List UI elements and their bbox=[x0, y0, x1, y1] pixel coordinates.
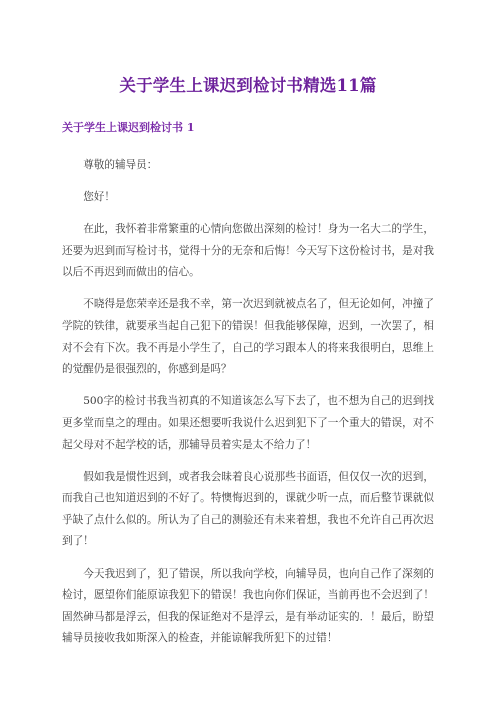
body-paragraph-1: 在此，我怀着非常繁重的心情向您做出深刻的检讨！身为一名大二的学生，还要为迟到而写检讨书，觉得十分的无奈和后悔！今天写下这份检讨书，是对我以后不再迟到而做出的信心。 bbox=[62, 223, 434, 279]
salutation-line: 您好！ bbox=[83, 191, 115, 204]
body-paragraph-5: 今天我迟到了，犯了错误，所以我向学校，向辅导员，也向自己作了深刻的检讨，愿望你们能原谅我犯下的错误！我也向你们保证，当前再也不会迟到了！固然砷马都是浮云，但我的保证绝对不是浮云，是有举动证实的．！最后，盼望辅导员接收我如斯深入的检查，并能谅解我所犯下的过错！ bbox=[62, 567, 434, 645]
body-paragraph-2: 不晓得是您荣幸还是我不幸，第一次迟到就被点名了，但无论如何，冲撞了学院的铁律，就要承当起自己犯下的错误！但我能够保障，迟到，一次罢了，相对不会有下次。我不再是小学生了，自己的学习跟本人的将来我很明白，思维上的觉醒仍是很强烈的，你感到是吗？ bbox=[62, 298, 434, 376]
document-title: 关于学生上课迟到检讨书精选11篇 bbox=[119, 76, 377, 95]
body-paragraph-4: 假如我是惯性迟到，或者我会昧着良心说那些书面语，但仅仅一次的迟到，而我自己也知道迟到的不好了。特懊悔迟到的，课就少听一点，而后整节课就似乎缺了点什么似的。所认为了自己的测验还有未来着想，我也不允许自己再次迟到了！ bbox=[62, 470, 434, 548]
section-title: 关于学生上课迟到检讨书 1 bbox=[62, 121, 195, 134]
body-paragraph-3: 500字的检讨书我当初真的不知道该怎么写下去了，也不想为自己的迟到找更多堂而皇之的理由。如果还想要听我说什么迟到犯下了一个重大的错误，对不起父母对不起学校的话，那辅导员着实是太不给力了！ bbox=[62, 395, 434, 451]
greeting-line: 尊敬的辅导员： bbox=[83, 159, 158, 171]
